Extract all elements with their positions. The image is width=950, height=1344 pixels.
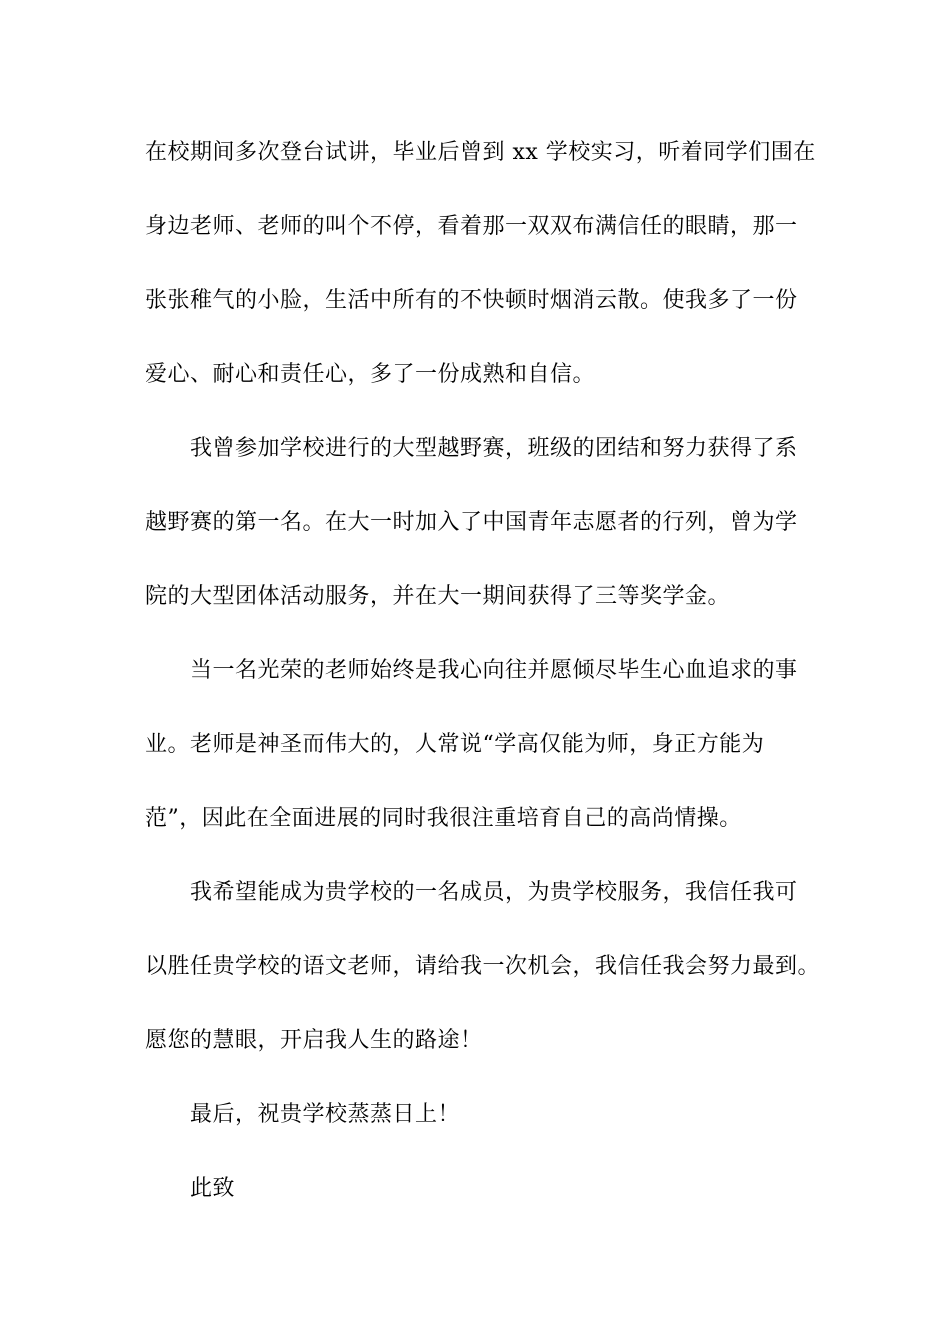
paragraph-4-line-1: 我希望能成为贵学校的一名成员，为贵学校服务，我信任我可	[190, 880, 798, 905]
paragraph-4-line-3: 愿您的慧眼，开启我人生的路途！	[145, 1028, 483, 1053]
paragraph-1-line-1: 在校期间多次登台试讲，毕业后曾到 xx 学校实习，听着同学们围在	[145, 140, 816, 165]
paragraph-2-line-3: 院的大型团体活动服务，并在大一期间获得了三等奖学金。	[145, 584, 731, 609]
paragraph-3-line-3: 范”，因此在全面进展的同时我很注重培育自己的高尚情操。	[145, 806, 742, 831]
paragraph-2-line-2: 越野赛的第一名。在大一时加入了中国青年志愿者的行列，曾为学	[145, 510, 798, 535]
paragraph-2-line-1: 我曾参加学校进行的大型越野赛，班级的团结和努力获得了系	[190, 436, 798, 461]
paragraph-1-line-3: 张张稚气的小脸，生活中所有的不快顿时烟消云散。使我多了一份	[145, 288, 798, 313]
salutation: 此致	[190, 1176, 236, 1201]
paragraph-1-line-4: 爱心、耐心和责任心，多了一份成熟和自信。	[145, 362, 596, 387]
closing-wish: 最后，祝贵学校蒸蒸日上！	[190, 1102, 461, 1127]
paragraph-3-line-2: 业。老师是神圣而伟大的，人常说“学高仅能为师，身正方能为	[145, 732, 765, 757]
paragraph-4-line-2: 以胜任贵学校的语文老师，请给我一次机会，我信任我会努力最到。	[145, 954, 821, 979]
paragraph-1-line-2: 身边老师、老师的叫个不停，看着那一双双布满信任的眼睛，那一	[145, 214, 798, 239]
paragraph-3-line-1: 当一名光荣的老师始终是我心向往并愿倾尽毕生心血追求的事	[190, 658, 798, 683]
